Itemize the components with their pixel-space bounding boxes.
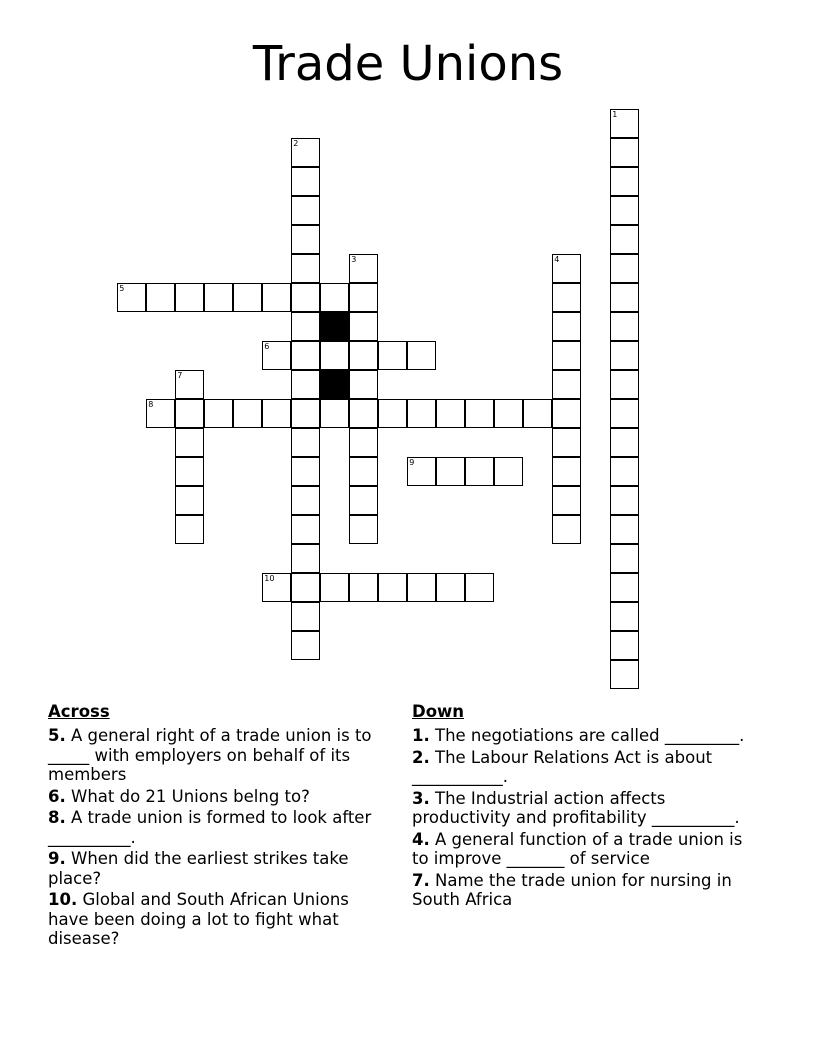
grid-cell[interactable]	[262, 283, 291, 312]
black-cell	[320, 370, 349, 399]
grid-cell[interactable]	[552, 486, 581, 515]
grid-cell[interactable]	[349, 486, 378, 515]
grid-cell[interactable]	[610, 486, 639, 515]
grid-cell[interactable]	[291, 138, 320, 167]
grid-cell[interactable]	[610, 109, 639, 138]
grid-cell[interactable]	[349, 515, 378, 544]
grid-cell[interactable]	[204, 283, 233, 312]
clue-number-7: 7	[177, 371, 183, 381]
across-clue-9: 9. When did the earliest strikes take place?	[48, 849, 349, 888]
down-clues	[412, 702, 762, 912]
grid-cell[interactable]	[610, 254, 639, 283]
black-cell	[320, 312, 349, 341]
grid-cell[interactable]	[175, 457, 204, 486]
grid-cell[interactable]	[320, 399, 349, 428]
across-heading: Across	[48, 702, 110, 721]
grid-cell[interactable]	[465, 457, 494, 486]
grid-cell[interactable]	[552, 428, 581, 457]
down-heading: Down	[412, 702, 465, 721]
grid-cell[interactable]	[320, 573, 349, 602]
grid-cell[interactable]	[291, 486, 320, 515]
grid-cell[interactable]	[349, 399, 378, 428]
grid-cell[interactable]	[291, 225, 320, 254]
across-clue-6: 6. What do 21 Unions belng to?	[48, 786, 310, 806]
clue-number-4: 4	[554, 255, 560, 265]
grid-cell[interactable]	[610, 370, 639, 399]
grid-cell[interactable]	[291, 573, 320, 602]
grid-cell[interactable]	[610, 515, 639, 544]
grid-cell[interactable]	[320, 341, 349, 370]
grid-cell[interactable]	[610, 573, 639, 602]
grid-cell[interactable]	[610, 283, 639, 312]
grid-cell[interactable]	[610, 457, 639, 486]
grid-cell[interactable]	[291, 196, 320, 225]
clue-number-5: 5	[119, 284, 125, 294]
grid-cell[interactable]	[233, 283, 262, 312]
grid-cell[interactable]	[291, 515, 320, 544]
grid-cell[interactable]	[465, 573, 494, 602]
grid-cell[interactable]	[610, 428, 639, 457]
grid-cell[interactable]	[291, 631, 320, 660]
grid-cell[interactable]	[349, 370, 378, 399]
grid-cell[interactable]	[291, 167, 320, 196]
grid-cell[interactable]	[349, 573, 378, 602]
clue-number-9: 9	[409, 458, 415, 468]
grid-cell[interactable]	[233, 399, 262, 428]
grid-cell[interactable]	[610, 660, 639, 689]
down-clue-7: 7. Name the trade union for nursing in South Africa	[412, 870, 732, 909]
grid-cell[interactable]	[610, 631, 639, 660]
grid-cell[interactable]	[610, 399, 639, 428]
grid-cell[interactable]	[175, 428, 204, 457]
grid-cell[interactable]	[291, 283, 320, 312]
down-clue-3: 3. The Industrial action affects productivity and profitability __________.	[412, 788, 740, 827]
grid-cell[interactable]	[610, 196, 639, 225]
grid-cell[interactable]	[349, 283, 378, 312]
grid-cell[interactable]	[436, 457, 465, 486]
grid-cell[interactable]	[291, 428, 320, 457]
grid-cell[interactable]	[291, 399, 320, 428]
grid-cell[interactable]	[378, 573, 407, 602]
puzzle-title: Trade Unions	[252, 36, 564, 92]
grid-cell[interactable]	[407, 341, 436, 370]
across-clues	[48, 702, 388, 951]
grid-cell[interactable]	[320, 283, 349, 312]
grid-cell[interactable]	[175, 370, 204, 399]
down-clue-1: 1. The negotiations are called _________.	[412, 726, 745, 745]
grid-cell[interactable]	[204, 399, 233, 428]
grid-cell[interactable]	[349, 254, 378, 283]
grid-cell[interactable]	[436, 573, 465, 602]
grid-cell[interactable]	[291, 457, 320, 486]
grid-cell[interactable]	[552, 457, 581, 486]
down-clue-2: 2. The Labour Relations Act is about ___________.	[412, 747, 713, 786]
grid-cell[interactable]	[436, 399, 465, 428]
grid-cell[interactable]	[291, 312, 320, 341]
grid-cell[interactable]	[175, 486, 204, 515]
grid-cell[interactable]	[610, 312, 639, 341]
grid-cell[interactable]	[610, 602, 639, 631]
clue-number-8: 8	[148, 400, 154, 410]
grid-cell[interactable]	[552, 370, 581, 399]
grid-cell[interactable]	[175, 283, 204, 312]
grid-cell[interactable]	[407, 399, 436, 428]
down-clue-4: 4. A general function of a trade union is to improve _______ of service	[412, 829, 743, 868]
grid-cell[interactable]	[494, 399, 523, 428]
grid-cell[interactable]	[378, 399, 407, 428]
grid-cell[interactable]	[349, 312, 378, 341]
across-clue-5: 5. A general right of a trade union is to _____ with employers on behalf of its members	[48, 726, 372, 784]
grid-cell[interactable]	[175, 515, 204, 544]
grid-cell[interactable]	[378, 341, 407, 370]
grid-cell[interactable]	[117, 283, 146, 312]
grid-cell[interactable]	[552, 254, 581, 283]
grid-cell[interactable]	[175, 399, 204, 428]
grid-cell[interactable]	[552, 515, 581, 544]
clue-number-1: 1	[612, 110, 618, 120]
clue-number-10: 10	[264, 574, 275, 584]
grid-cell[interactable]	[552, 312, 581, 341]
grid-cell[interactable]	[610, 544, 639, 573]
grid-cell[interactable]	[349, 428, 378, 457]
grid-cell[interactable]	[291, 602, 320, 631]
grid-cell[interactable]	[291, 254, 320, 283]
grid-cell[interactable]	[610, 225, 639, 254]
grid-cell[interactable]	[552, 283, 581, 312]
grid-cell[interactable]	[262, 573, 291, 602]
grid-cell[interactable]	[610, 138, 639, 167]
grid-cell[interactable]	[291, 341, 320, 370]
grid-cell[interactable]	[610, 341, 639, 370]
grid-cell[interactable]	[349, 457, 378, 486]
grid-cell[interactable]	[146, 399, 175, 428]
grid-cell[interactable]	[262, 341, 291, 370]
grid-cell[interactable]	[465, 399, 494, 428]
grid-cell[interactable]	[552, 399, 581, 428]
across-clue-8: 8. A trade union is formed to look after __________.	[48, 808, 372, 847]
clue-number-2: 2	[293, 139, 299, 149]
grid-cell[interactable]	[407, 573, 436, 602]
grid-cell[interactable]	[494, 457, 523, 486]
grid-cell[interactable]	[552, 341, 581, 370]
grid-cell[interactable]	[146, 283, 175, 312]
grid-cell[interactable]	[523, 399, 552, 428]
clue-number-6: 6	[264, 342, 270, 352]
grid-cell[interactable]	[349, 341, 378, 370]
grid-cell[interactable]	[291, 544, 320, 573]
clue-number-3: 3	[351, 255, 357, 265]
grid-cell[interactable]	[610, 167, 639, 196]
grid-cell[interactable]	[407, 457, 436, 486]
grid-cell[interactable]	[262, 399, 291, 428]
grid-cell[interactable]	[291, 370, 320, 399]
across-clue-10: 10. Global and South African Unions have been doing a lot to fight what disease?	[48, 890, 349, 948]
